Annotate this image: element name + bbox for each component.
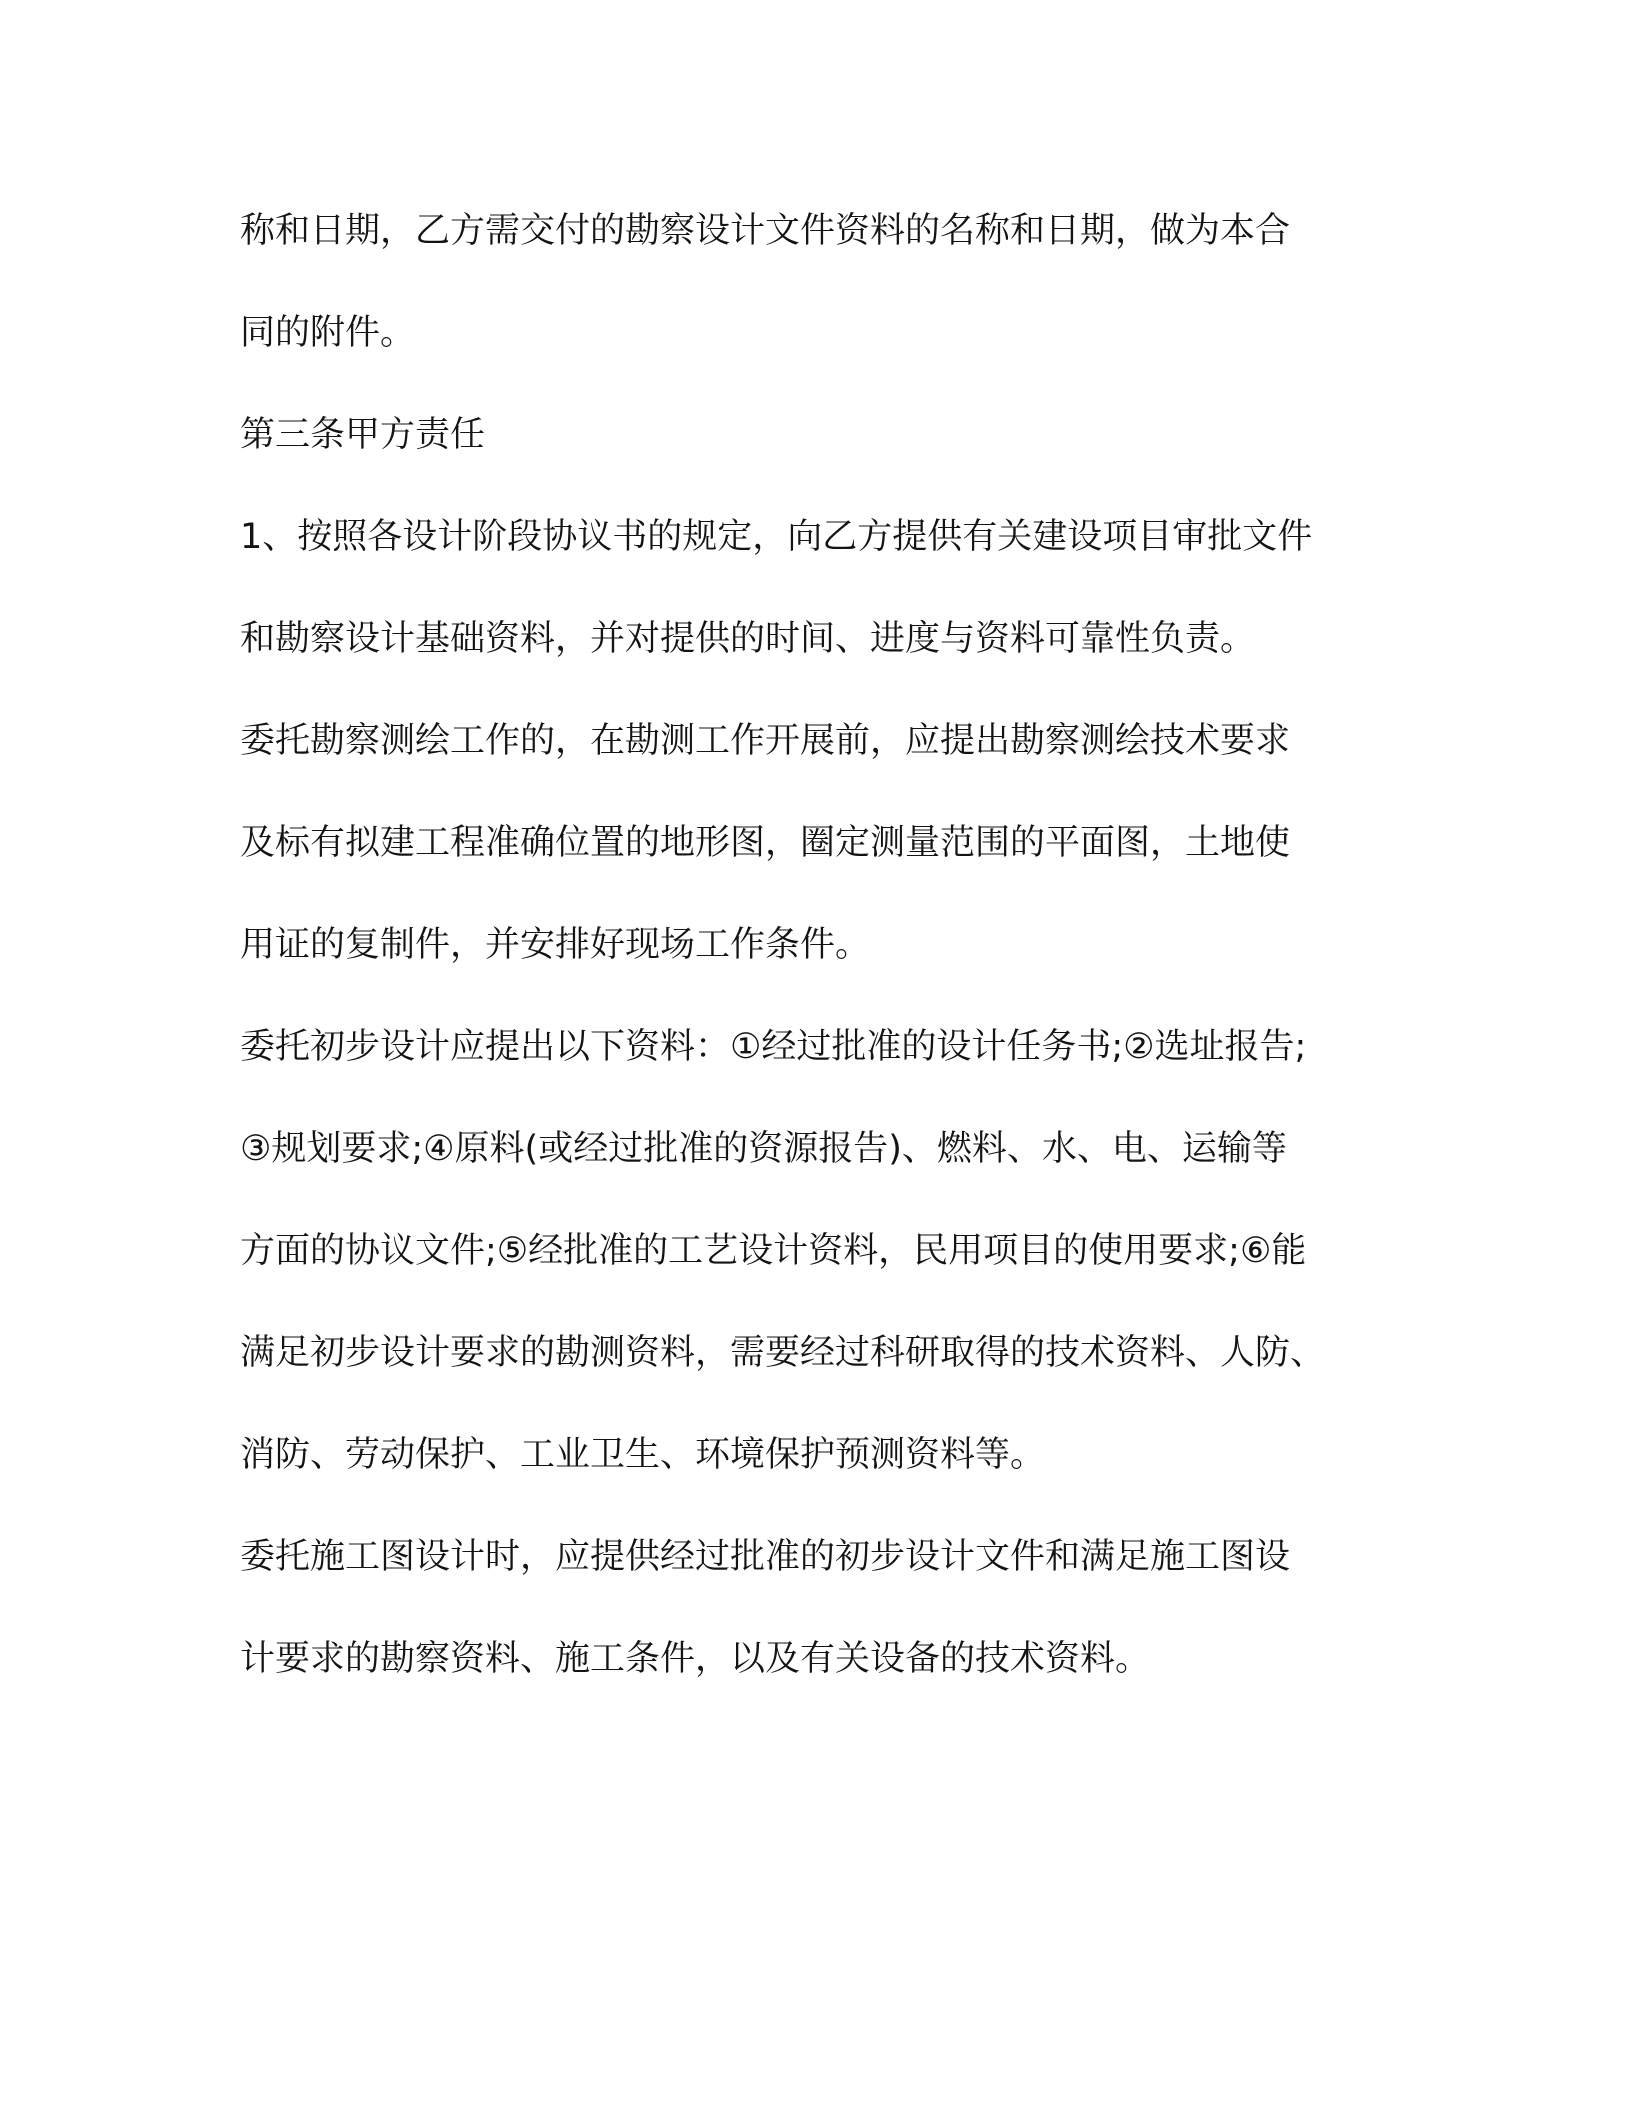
text-line: 同的附件。 [240, 313, 416, 353]
text-line: 和勘察设计基础资料，并对提供的时间、进度与资料可靠性负责。 [240, 619, 1256, 659]
text-line: 消防、劳动保护、工业卫生、环境保护预测资料等。 [240, 1435, 1046, 1475]
text-line: 计要求的勘察资料、施工条件，以及有关设备的技术资料。 [240, 1639, 1151, 1679]
text-line: ③规划要求;④原料(或经过批准的资源报告)、燃料、水、电、运输等 [240, 1129, 1287, 1169]
text-line: 称和日期，乙方需交付的勘察设计文件资料的名称和日期，做为本合 [240, 211, 1291, 251]
text-line: 委托勘察测绘工作的，在勘测工作开展前，应提出勘察测绘技术要求 [240, 721, 1291, 761]
text-line: 满足初步设计要求的勘测资料，需要经过科研取得的技术资料、人防、 [240, 1333, 1326, 1373]
text-line: 1、按照各设计阶段协议书的规定，向乙方提供有关建设项目审批文件 [240, 517, 1313, 557]
text-line: 委托初步设计应提出以下资料：①经过批准的设计任务书;②选址报告; [240, 1027, 1307, 1067]
text-line: 委托施工图设计时，应提供经过批准的初步设计文件和满足施工图设 [240, 1537, 1291, 1577]
document-body [240, 180, 1400, 1710]
text-line: 用证的复制件，并安排好现场工作条件。 [240, 925, 871, 965]
text-line: 方面的协议文件;⑤经批准的工艺设计资料，民用项目的使用要求;⑥能 [240, 1231, 1307, 1271]
section-heading: 第三条甲方责任 [240, 415, 486, 455]
text-line: 及标有拟建工程准确位置的地形图，圈定测量范围的平面图，土地使 [240, 823, 1291, 863]
